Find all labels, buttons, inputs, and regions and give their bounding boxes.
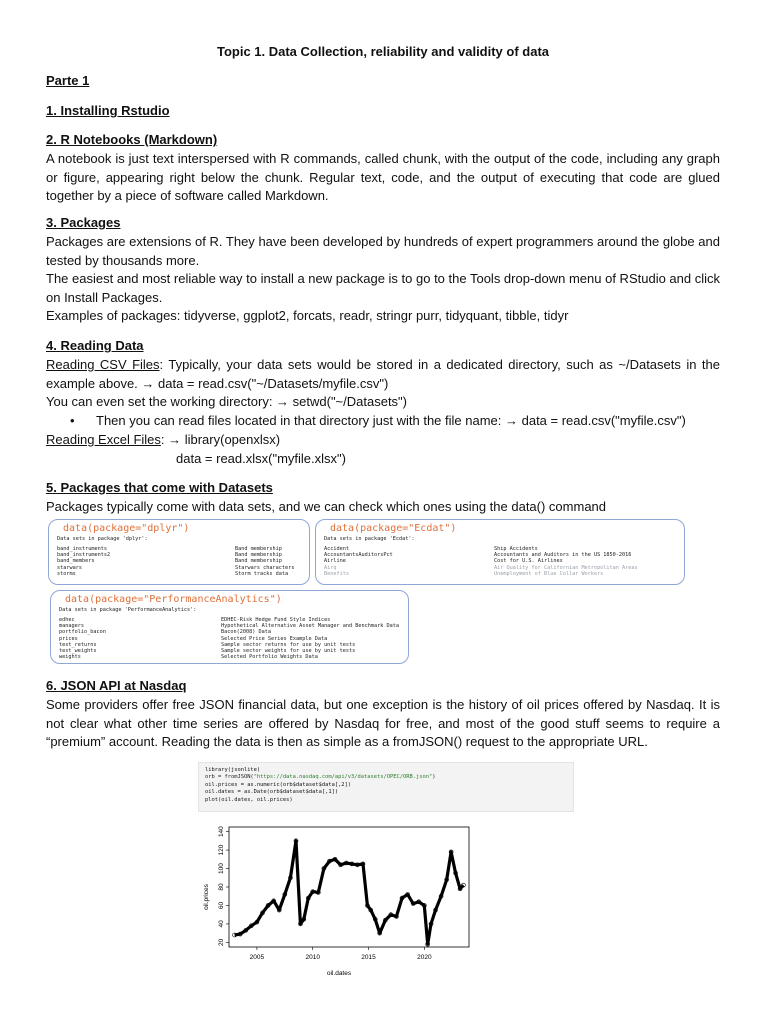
box-command: data(package="dplyr"): [63, 523, 190, 534]
excel-read-line: data = read.xlsx("myfile.xlsx"): [176, 451, 346, 466]
excel-text: : → library(openxlsx): [160, 432, 281, 447]
csv-paragraph: [46, 356, 720, 393]
dataset-name: Benefits: [324, 570, 349, 577]
code-line: orb = fromJSON("https://data.nasdaq.com/api/v3/datasets/OPEC/ORB.json"): [205, 774, 436, 781]
dataset-name: Accident: [324, 546, 349, 552]
dataset-name: starwars: [57, 564, 82, 571]
box-subtitle: Data sets in package 'dplyr':: [57, 536, 148, 542]
y-tick-label: 100: [218, 863, 225, 874]
dataset-description: Accountants and Auditors in the US 1850-2016: [494, 552, 632, 559]
dataset-description: Starwars characters: [235, 564, 295, 571]
oil-price-series: [235, 841, 464, 944]
csv-text: : Typically, your data sets would be stored in a dedicated directory, such as ~/Datasets in the example above. → data = read.csv("~/Datasets/myfile.csv"): [46, 357, 721, 391]
box-rows: [49, 546, 309, 577]
box-rows: [51, 617, 408, 660]
section-6-heading: 6. JSON API at Nasdaq: [46, 678, 187, 693]
dataset-description: Band membership: [235, 558, 282, 565]
section-6-paragraph: Some providers offer free JSON financial data, but one exception is the history of oil prices offered by Nasdaq. It is not clear what other time series are offered by Nasdaq for free, and most of the good stuff seems to require a “premium” account. Reading the data is then as simple as a fromJSON() request to the appropriate URL.: [46, 697, 720, 750]
bullet-item: [70, 413, 686, 428]
dataset-description: Selected Portfolio Weights Data: [221, 654, 318, 661]
ecdat-datasets-box: [315, 519, 685, 585]
part-heading: Parte 1: [46, 73, 90, 88]
dplyr-datasets-box: [48, 519, 310, 585]
dataset-name: AccountantsAuditorsPct: [324, 552, 393, 559]
y-axis-label: oil.prices: [203, 884, 210, 910]
dataset-name: managers: [59, 623, 84, 630]
box-command: data(package="Ecdat"): [330, 523, 457, 534]
section-3-paragraph-1: Packages are extensions of R. They have been developed by hundreds of expert programmers around the globe and tested by thousands more.: [46, 234, 720, 268]
dataset-description: Cost for U.S. Airlines: [494, 558, 563, 565]
code-line: oil.dates = as.Date(orb$dataset$data[,1]): [205, 789, 339, 796]
y-tick-label: 120: [218, 844, 225, 856]
box-subtitle: Data sets in package 'PerformanceAnalytics':: [59, 607, 197, 613]
dataset-row: [316, 571, 684, 577]
working-directory-line: You can even set the working directory: → setwd("~/Datasets"): [46, 394, 408, 409]
dataset-name: weights: [59, 654, 81, 661]
dataset-description: Band membership: [235, 546, 282, 552]
y-tick-label: 140: [218, 826, 225, 838]
dataset-name: Airline: [324, 558, 346, 565]
dataset-name: prices: [59, 635, 78, 642]
x-tick-label: 2005: [249, 954, 265, 961]
code-line: plot(oil.dates, oil.prices): [205, 796, 293, 803]
section-3-paragraph-2: The easiest and most reliable way to install a new package is to go to the Tools drop-down menu of RStudio and click on Install Packages.: [46, 271, 720, 305]
excel-label: Reading Excel Files: [46, 432, 161, 447]
section-5-heading: 5. Packages that come with Datasets: [46, 480, 273, 495]
x-axis-label: oil.dates: [326, 970, 352, 975]
dataset-description: Ship Accidents: [494, 546, 538, 552]
excel-line: [46, 432, 280, 447]
plot-frame: [229, 827, 469, 947]
dataset-description: Air Quality for Californian Metropolitan Areas: [494, 564, 638, 571]
x-tick-label: 2010: [305, 954, 320, 961]
dataset-row: [49, 571, 309, 577]
csv-label: Reading CSV Files: [46, 357, 160, 372]
section-2-paragraph: A notebook is just text interspersed with R commands, called chunk, with the output of the code, including any graph or figure, appearing right below the chunk. Regular text, code, and the output of executing that code are glued together by a piece of software called Markdown.: [46, 151, 720, 204]
dataset-name: test_weights: [59, 647, 97, 654]
dataset-name: band_instruments2: [57, 552, 111, 559]
section-1-heading: 1. Installing Rstudio: [46, 103, 170, 118]
y-tick-label: 20: [218, 938, 225, 947]
dataset-description: EDHEC-Risk Hedge Fund Style Indices: [221, 617, 331, 623]
section-5-paragraph: Packages typically come with data sets, and we can check which ones using the data() command: [46, 499, 607, 514]
dataset-name: test_returns: [59, 641, 97, 648]
dataset-name: band_members: [57, 558, 95, 565]
dataset-description: Bacon(2008) Data: [221, 629, 271, 636]
performanceanalytics-datasets-box: [50, 590, 409, 664]
page-title: Topic 1. Data Collection, reliability and validity of data: [216, 44, 550, 59]
dataset-name: edhec: [59, 617, 75, 623]
r-code-block: [198, 762, 574, 812]
dataset-description: Hypothetical Alternative Asset Manager and Benchmark Data: [221, 623, 400, 630]
y-tick-label: 40: [218, 920, 225, 928]
oil-price-plot: [196, 815, 481, 975]
box-rows: [316, 546, 684, 577]
dataset-description: Unemployment of Blue Collar Workers: [494, 570, 604, 577]
code-line: library(jsonlite): [205, 767, 261, 773]
section-3-paragraph-3: Examples of packages: tidyverse, ggplot2, forcats, readr, stringr purr, tidyquant, tibble, tidyr: [46, 308, 569, 323]
y-tick-label: 80: [218, 883, 225, 891]
dataset-name: band_instruments: [57, 546, 107, 552]
section-3-heading: 3. Packages: [46, 215, 121, 230]
bullet-dot: •: [70, 413, 75, 428]
dataset-name: portfolio_bacon: [59, 629, 106, 636]
x-tick-label: 2020: [417, 954, 432, 961]
section-4-heading: 4. Reading Data: [46, 338, 144, 353]
y-tick-label: 60: [218, 901, 225, 910]
dataset-name: Airq: [324, 564, 337, 571]
bullet-text: Then you can read files located in that directory just with the file name: → data = read.csv("myfile.csv"): [96, 413, 686, 428]
code-line: oil.prices = as.numeric(orb$dataset$data[,2]): [205, 781, 352, 788]
dataset-description: Band membership: [235, 552, 282, 559]
box-command: data(package="PerformanceAnalytics"): [65, 594, 282, 605]
dataset-name: storms: [57, 570, 76, 577]
x-tick-label: 2015: [361, 954, 376, 961]
dataset-description: Sample sector returns for use by unit tests: [221, 641, 356, 648]
dataset-description: Sample sector weights for use by unit tests: [221, 647, 356, 654]
dataset-description: Selected Price Series Example Data: [221, 635, 328, 642]
dataset-row: [51, 654, 408, 660]
box-subtitle: Data sets in package 'Ecdat':: [324, 536, 415, 542]
section-2-heading: 2. R Notebooks (Markdown): [46, 132, 218, 147]
dataset-description: Storm tracks data: [235, 570, 289, 577]
